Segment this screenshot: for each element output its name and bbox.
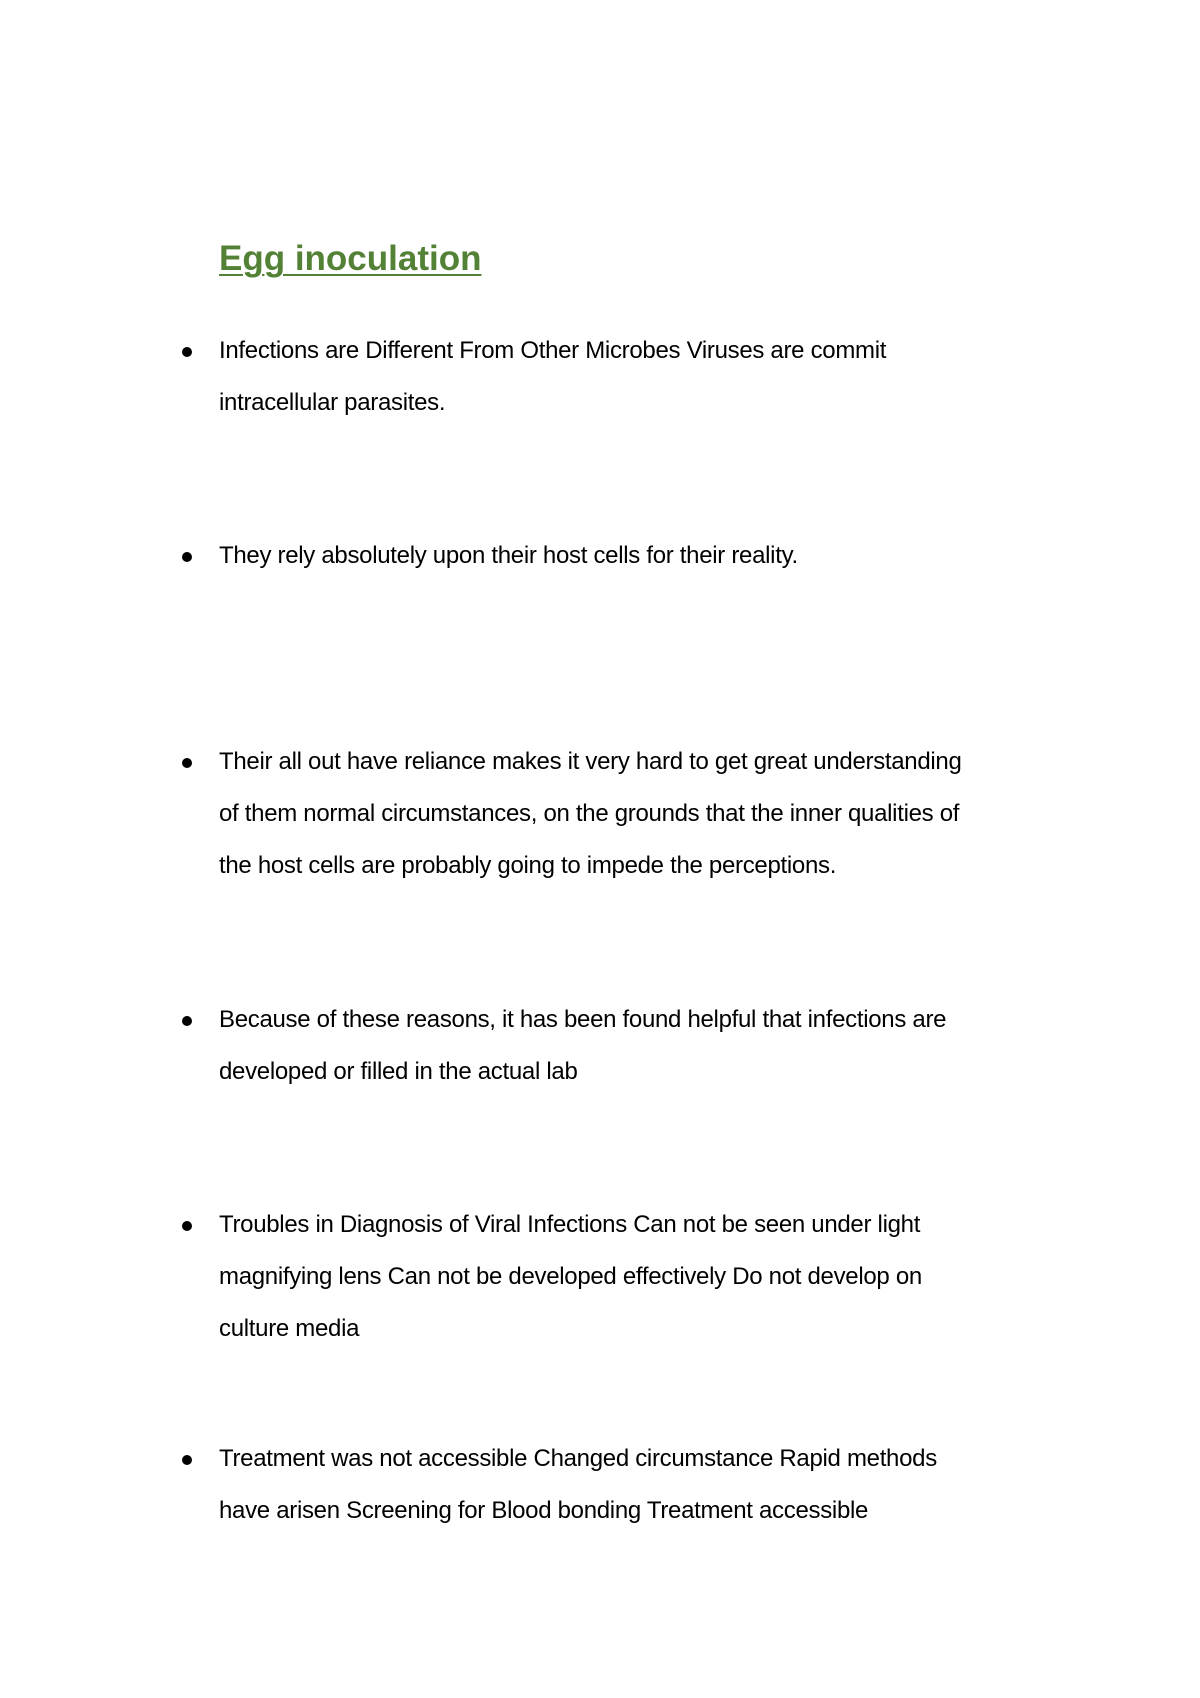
document-title: Egg inoculation xyxy=(219,239,482,278)
bullet-text-line: They rely absolutely upon their host cells for their reality. xyxy=(219,542,798,569)
bullet-text-line: intracellular parasites. xyxy=(219,389,446,416)
bullet-dot-icon xyxy=(182,552,192,562)
bullet-text-line: Troubles in Diagnosis of Viral Infections Can not be seen under light xyxy=(219,1211,921,1238)
bullet-text-line: developed or filled in the actual lab xyxy=(219,1058,578,1085)
bullet-text-line: the host cells are probably going to impede the perceptions. xyxy=(219,852,837,879)
bullet-text-line: Infections are Different From Other Microbes Viruses are commit xyxy=(219,337,887,364)
bullet-text-line: Treatment was not accessible Changed circumstance Rapid methods xyxy=(219,1445,937,1472)
bullet-dot-icon xyxy=(182,1455,192,1465)
bullet-text-line: Because of these reasons, it has been found helpful that infections are xyxy=(219,1006,947,1033)
bullet-text-line: have arisen Screening for Blood bonding Treatment accessible xyxy=(219,1497,869,1524)
bullet-dot-icon xyxy=(182,758,192,768)
bullet-text-line: magnifying lens Can not be developed effectively Do not develop on xyxy=(219,1263,922,1290)
bullet-dot-icon xyxy=(182,1016,192,1026)
bullet-dot-icon xyxy=(182,1221,192,1231)
bullet-text-line: Their all out have reliance makes it very hard to get great understanding xyxy=(219,748,962,775)
bullet-dot-icon xyxy=(182,347,192,357)
bullet-text-line: culture media xyxy=(219,1315,360,1342)
bullet-text-line: of them normal circumstances, on the grounds that the inner qualities of xyxy=(219,800,960,827)
